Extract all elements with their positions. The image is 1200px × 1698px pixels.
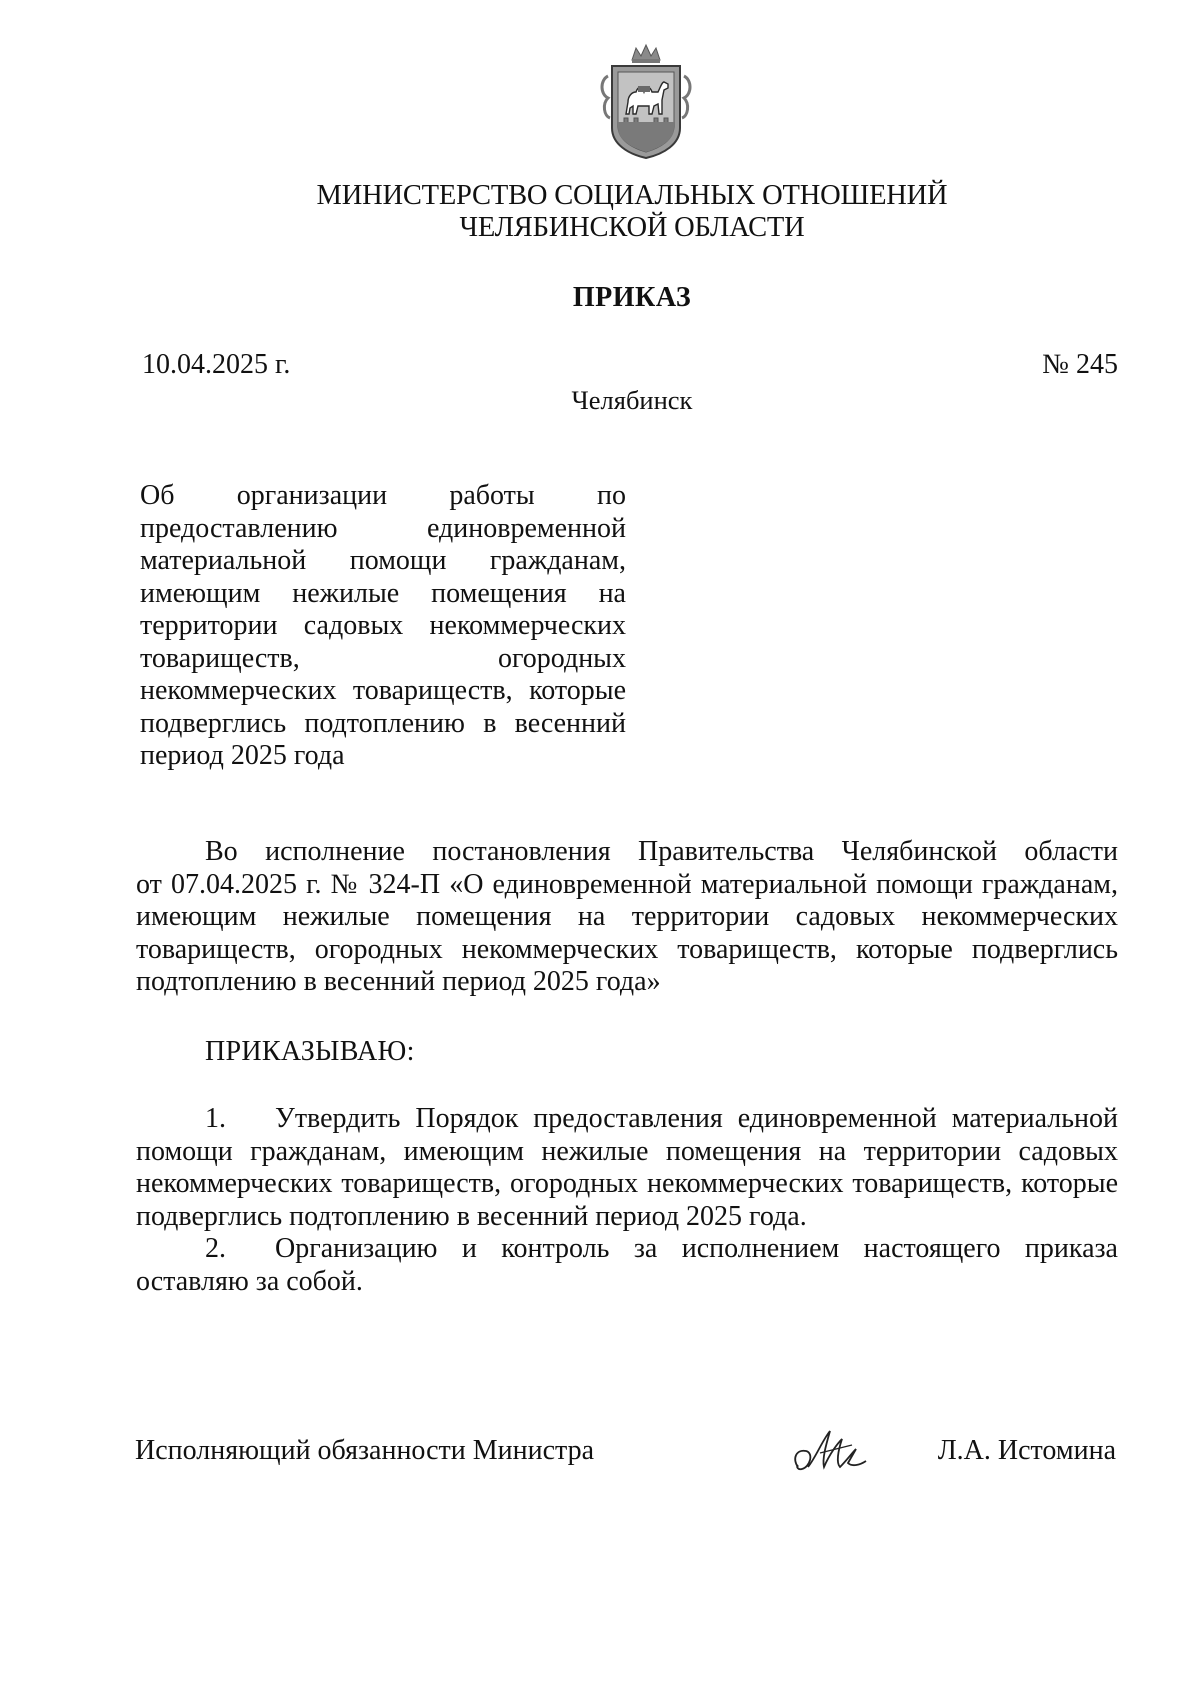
signatory-name: Л.А. Истомина bbox=[937, 1435, 1116, 1466]
signature-block bbox=[0, 1423, 1200, 1483]
coat-of-arms-icon bbox=[598, 42, 694, 160]
subject-line: товариществ, огородных bbox=[140, 642, 626, 674]
order-item-line: помощи гражданам, имеющим нежилые помещения на территории садовых bbox=[136, 1135, 1118, 1167]
preamble-line: подтоплению в весенний период 2025 года» bbox=[136, 966, 661, 997]
subject-line: имеющим нежилые помещения на bbox=[140, 577, 626, 609]
document-number: № 245 bbox=[1042, 349, 1118, 380]
ministry-line-1: МИНИСТЕРСТВО СОЦИАЛЬНЫХ ОТНОШЕНИЙ bbox=[316, 180, 948, 211]
order-items bbox=[136, 1103, 1118, 1298]
item-text: Утвердить Порядок предоставления единовременной материальной bbox=[275, 1103, 1118, 1134]
preamble-line: от 07.04.2025 г. № 324-П «О единовременной материальной помощи гражданам, bbox=[136, 868, 1118, 900]
preamble-paragraph bbox=[136, 836, 1118, 999]
preamble-line: товариществ, огородных некоммерческих товариществ, которые подверглись bbox=[136, 933, 1118, 965]
subject-line: период 2025 года bbox=[140, 740, 345, 771]
order-item-line: оставляю за собой. bbox=[136, 1265, 363, 1297]
handwritten-signature-icon bbox=[790, 1423, 870, 1479]
order-item-1-first-line bbox=[136, 1103, 1118, 1136]
document-type: ПРИКАЗ bbox=[572, 282, 692, 313]
subject-line: материальной помощи гражданам, bbox=[140, 545, 626, 576]
document-city: Челябинск bbox=[571, 385, 693, 415]
ministry-name bbox=[0, 180, 1200, 244]
document-date: 10.04.2025 г. bbox=[142, 349, 291, 380]
subject-line: подверглись подтоплению в весенний bbox=[140, 707, 626, 739]
preamble-line: имеющим нежилые помещения на территории садовых некоммерческих bbox=[136, 901, 1118, 932]
signatory-position: Исполняющий обязанности Министра bbox=[135, 1435, 595, 1466]
order-item-line: подверглись подтоплению в весенний период 2025 года. bbox=[136, 1200, 807, 1232]
subject-line: предоставлению единовременной bbox=[140, 512, 626, 544]
order-item-2-first-line bbox=[136, 1233, 1118, 1266]
ministry-line-2: ЧЕЛЯБИНСКОЙ ОБЛАСТИ bbox=[459, 212, 805, 243]
subject-line: территории садовых некоммерческих bbox=[140, 610, 626, 641]
item-text: Организацию и контроль за исполнением настоящего приказа bbox=[275, 1233, 1118, 1264]
subject-line: Об организации работы по bbox=[140, 480, 626, 511]
item-number: 2. bbox=[205, 1233, 226, 1264]
item-number: 1. bbox=[205, 1103, 226, 1134]
order-item-line: некоммерческих товариществ, огородных некоммерческих товариществ, которые bbox=[136, 1168, 1118, 1199]
preamble-line: Во исполнение постановления Правительства Челябинской области bbox=[205, 836, 1118, 867]
subject-line: некоммерческих товариществ, которые bbox=[140, 675, 626, 706]
order-directive: ПРИКАЗЫВАЮ: bbox=[205, 1036, 415, 1067]
document-subject bbox=[140, 480, 626, 773]
